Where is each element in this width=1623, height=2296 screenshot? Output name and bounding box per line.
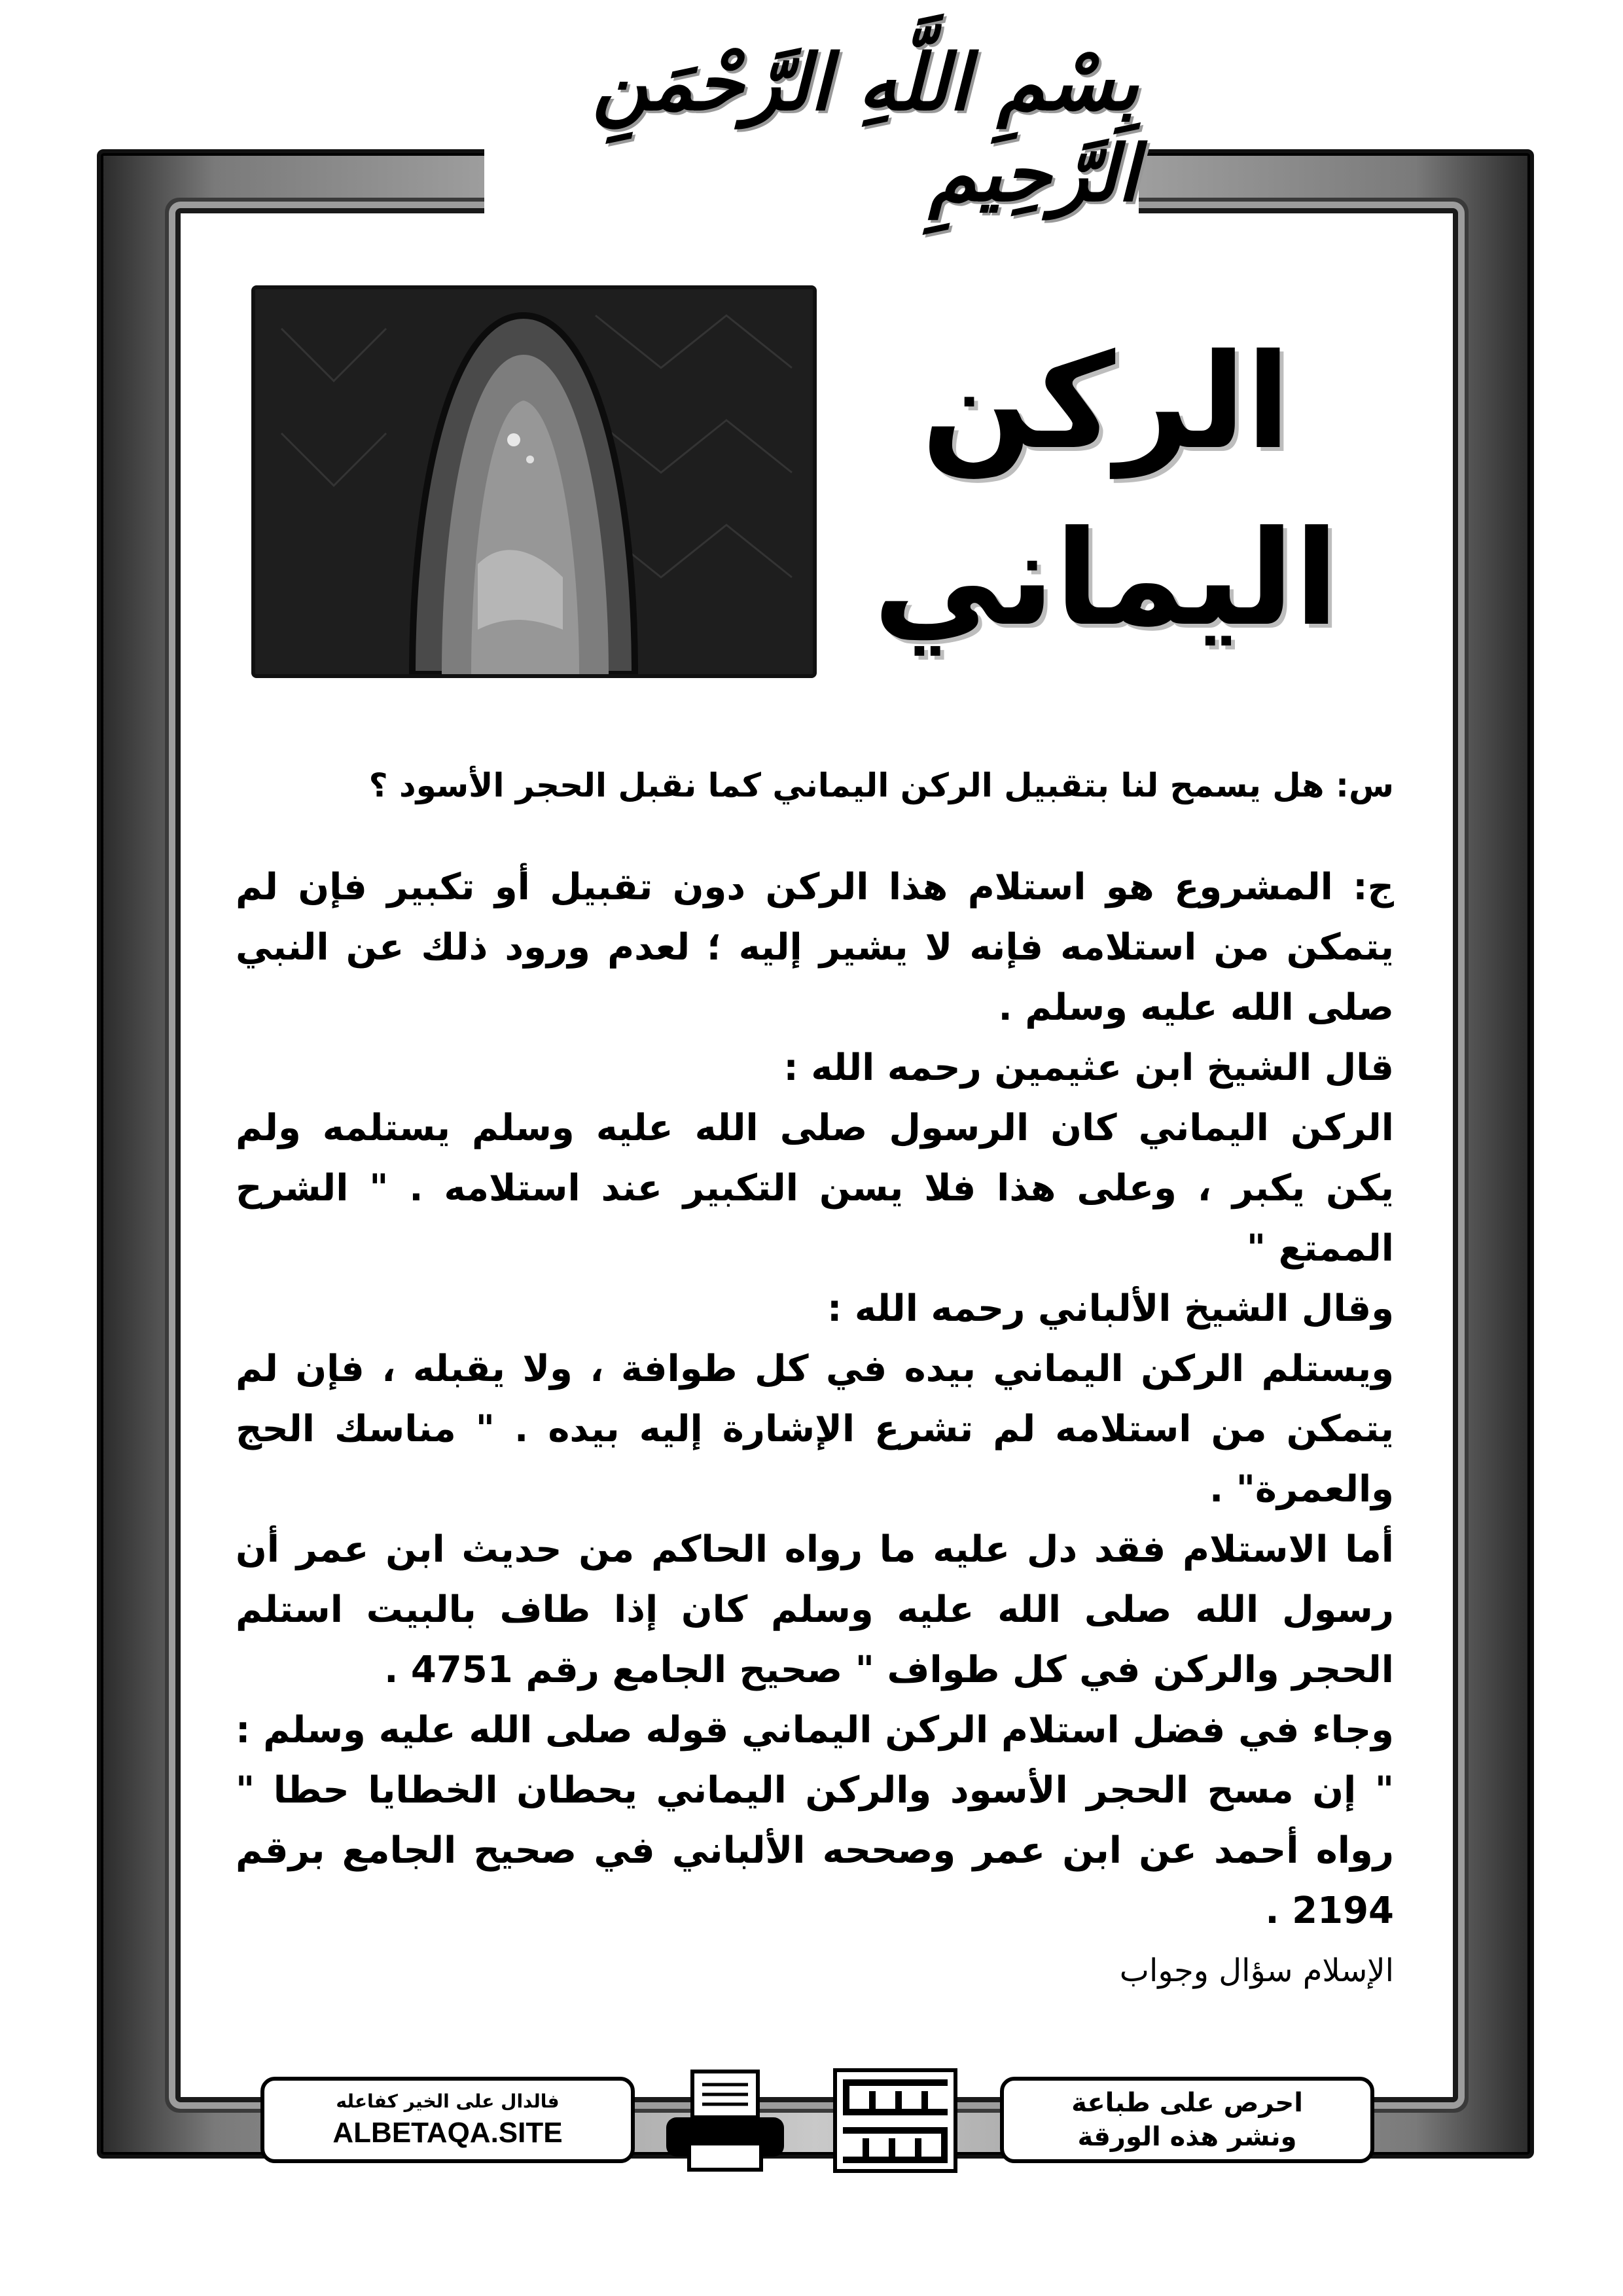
- print-note-line-2: ونشر هذه الورقة: [1077, 2122, 1297, 2152]
- printer-icon: [660, 2065, 791, 2176]
- footer-website-link[interactable]: ALBETAQA.SITE: [332, 2117, 563, 2149]
- bismillah-plate: [484, 37, 1139, 219]
- footer-slogan: فالدال على الخير كفاعله: [336, 2090, 560, 2112]
- page-title: [851, 314, 1361, 668]
- kaaba-yemeni-corner-photo: [251, 285, 817, 678]
- photo-illustration: [255, 289, 813, 674]
- dawah-logo-mark: [830, 2065, 961, 2176]
- footer-print-note-box: [1000, 2077, 1374, 2163]
- title-line-2: اليماني: [873, 503, 1339, 655]
- quote-heading-albani: وقال الشيخ الألباني رحمه الله :: [827, 1287, 1394, 1330]
- hadith-istilam-paragraph: أما الاستلام فقد دل عليه ما رواه الحاكم من حديث ابن عمر أن رسول الله صلى الله عليه وسلم كان إذا طاف بالبيت استلم الحجر والركن في كل طواف " صحيح الجامع رقم 4751 .: [236, 1528, 1394, 1691]
- footer-website-box: [260, 2077, 635, 2163]
- quote-uthaymeen: الركن اليماني كان الرسول صلى الله عليه وسلم يستلمه ولم يكن يكبر ، وعلى هذا فلا يسن التكبير عند استلامه . " الشرح الممتع ": [236, 1107, 1394, 1270]
- print-note-line-1: احرص على طباعة: [1071, 2088, 1303, 2118]
- question-text: س: هل يسمح لنا بتقبيل الركن اليماني كما نقبل الحجر الأسود ؟: [368, 766, 1394, 804]
- answer-paragraph: ج: المشروع هو استلام هذا الركن دون تقبيل أو تكبير فإن لم يتمكن من استلامه فإنه لا يشير إليه ؛ لعدم ورود ذلك عن النبي صلى الله عليه وسلم .: [236, 866, 1394, 1029]
- quote-albani: ويستلم الركن اليماني بيده في كل طوافة ، ولا يقبله ، فإن لم يتمكن من استلامه لم تشرع الإشارة إليه بيده . " مناسك الحج والعمرة" .: [236, 1348, 1394, 1511]
- dawah-logo: [830, 2065, 961, 2176]
- footer: [260, 2065, 1380, 2176]
- quote-heading-uthaymeen: قال الشيخ ابن عثيمين رحمه الله :: [783, 1047, 1394, 1089]
- bismillah-calligraphy: بِسْمِ اللَّهِ الرَّحْمَنِ الرَّحِيمِ: [592, 37, 1139, 219]
- title-line-1: الركن: [921, 326, 1291, 478]
- article-body: [236, 740, 1394, 2032]
- hadith-virtue-paragraph: وجاء في فضل استلام الركن اليماني قوله صلى الله عليه وسلم : " إن مسح الحجر الأسود والركن اليماني يحطان الخطايا حطا " رواه أحمد عن ابن عمر وصححه الألباني في صحيح الجامع برقم 2194 .: [236, 1709, 1394, 1932]
- source-credit: الإسلام سؤال وجواب: [1119, 1952, 1394, 1989]
